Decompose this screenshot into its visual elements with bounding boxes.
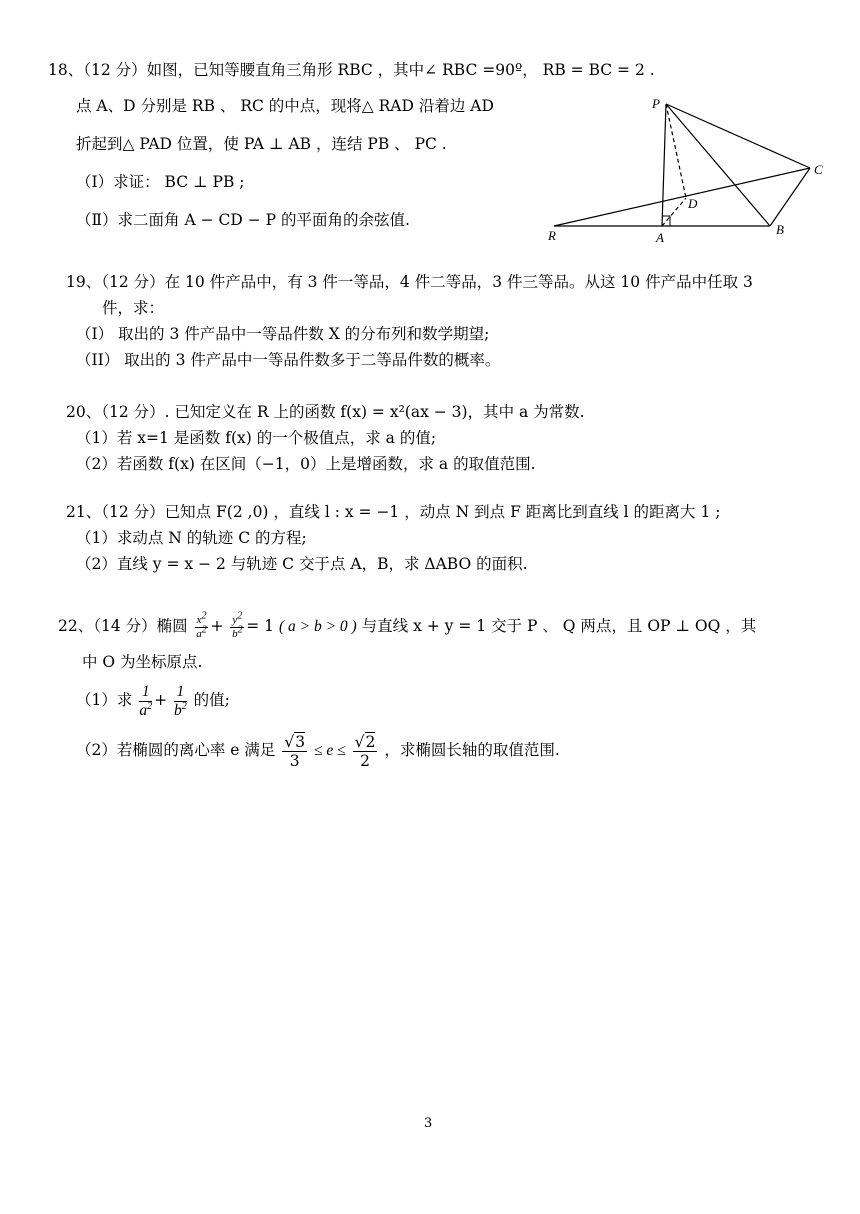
- edge-PC: [666, 104, 810, 168]
- page-number: 3: [424, 1116, 433, 1131]
- q18-line-1: 18、（12 分）如图，已知等腰直角三角形 RBC ，其中∠ RBC =90º， RB = BC = 2 .: [48, 61, 655, 79]
- label-R: R: [548, 228, 556, 243]
- frac-one-over-b2: $\frac{1}{b^2}$: [173, 682, 187, 719]
- edge-PD: [666, 104, 686, 198]
- frac-one-over-a2: $\frac{1}{a^2}$: [139, 682, 153, 719]
- frac-sqrt3-over-3: $\frac{√3}{3}$: [284, 732, 306, 770]
- ellipse-x-term: $\frac{x^2}{a^2}$: [196, 609, 207, 640]
- q22-intro-rest: 与直线 x + y = 1 交于 P 、 Q 两点，且 OP ⊥ OQ ，其: [361, 617, 757, 635]
- geometry-figure: [540, 92, 840, 252]
- q21-line-3: （2）直线 y = x − 2 与轨迹 C 交于点 A，B，求 ΔABO 的面积.: [76, 555, 528, 573]
- q21-line-1: 21、（12 分）已知点 F(2 ,0) ，直线 l : x = −1 ，动点 N 到点 F 距离比到直线 l 的距离大 1 ;: [66, 503, 721, 521]
- q22-inequality: ≤ e ≤: [314, 742, 346, 759]
- q20-line-2: （1）若 x=1 是函数 f(x) 的一个极值点，求 a 的值;: [76, 429, 437, 447]
- q22-part-2-suffix: ，求椭圆长轴的取值范围.: [384, 741, 560, 759]
- q18-line-4: （I）求证： BC ⊥ PB ;: [76, 173, 245, 191]
- q18-line-5: （Ⅱ）求二面角 A − CD − P 的平面角的余弦值.: [76, 211, 410, 229]
- label-P: P: [652, 96, 660, 111]
- label-D: D: [688, 196, 698, 211]
- q22-part-2: [76, 730, 560, 771]
- edge-PA: [662, 104, 666, 226]
- edge-RC: [554, 168, 810, 226]
- q20-line-3: （2）若函数 f(x) 在区间（−1，0）上是增函数，求 a 的取值范围.: [76, 455, 536, 473]
- label-A: A: [656, 230, 664, 245]
- q21-line-2: （1）求动点 N 的轨迹 C 的方程;: [76, 529, 307, 547]
- q19-line-3: （I） 取出的 3 件产品中一等品件数 X 的分布列和数学期望;: [76, 325, 490, 343]
- q20-line-1: 20、（12 分）. 已知定义在 R 上的函数 f(x) = x²(ax − 3)，其中 a 为常数.: [66, 403, 585, 421]
- q22-intro: 22、（14 分）椭圆: [58, 617, 188, 635]
- q22-line-1: 22、（14 分）椭圆 $\frac{x^2}{a^2}$ + $\frac{y^2}{b^2}$ = 1 ( a > b > 0 ) 与直线 x + y = 1 交于 P 、 Q 两点，且 OP ⊥ OQ ，其: [58, 609, 757, 640]
- label-B: B: [776, 222, 784, 237]
- q19-line-1: 19、（12 分）在 10 件产品中，有 3 件一等品，4 件二等品，3 件三等品。从这 10 件产品中任取 3: [66, 273, 753, 291]
- ellipse-y-term: $\frac{y^2}{b^2}$: [232, 609, 243, 640]
- q22-part-1-prefix: （1）求: [76, 691, 133, 709]
- label-C: C: [814, 162, 823, 177]
- edge-AD: [662, 198, 686, 226]
- q22-condition: ( a > b > 0 ): [278, 618, 357, 635]
- q19-line-2: 件，求：: [102, 299, 165, 317]
- edge-PB: [666, 104, 770, 226]
- edge-BC: [770, 168, 810, 226]
- frac-sqrt2-over-2: $\frac{√2}{2}$: [354, 732, 376, 770]
- q19-line-4: （II） 取出的 3 件产品中一等品件数多于二等品件数的概率。: [76, 351, 501, 369]
- q22-part-1: （1）求 $\frac{1}{a^2}$ + $\frac{1}{b^2}$ 的值;: [76, 682, 230, 719]
- q18-line-3: 折起到△ PAD 位置，使 PA ⊥ AB ，连结 PB 、 PC .: [76, 135, 447, 153]
- q22-line-2: 中 O 为坐标原点.: [82, 653, 203, 671]
- q18-line-2: 点 A、D 分别是 RB 、 RC 的中点，现将△ RAD 沿着边 AD: [76, 97, 494, 115]
- q22-part-2-prefix: （2）若椭圆的离心率 e 满足: [76, 741, 276, 759]
- q22-part-1-suffix: 的值;: [193, 691, 230, 709]
